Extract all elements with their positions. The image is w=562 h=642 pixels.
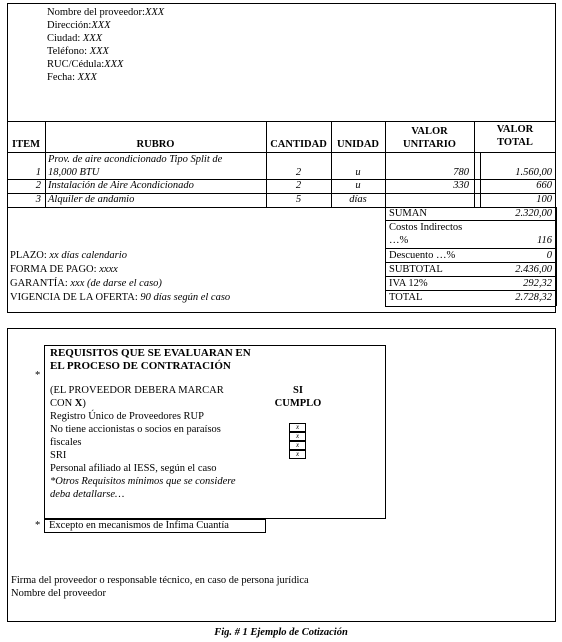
header-unidad: UNIDAD [337,139,379,150]
totals-iva-value: 292,32 [523,278,552,289]
header-valor-unitario-2: UNITARIO [403,139,456,150]
header-cantidad: CANTIDAD [270,139,327,150]
requirement-iess: Personal afiliado al IESS, según el caso [50,463,217,474]
requirement-sri: SRI [50,450,67,461]
requirement-rup: Registro Único de Proveedores RUP [50,411,204,422]
totals-subtotal-label: SUBTOTAL [389,264,443,275]
phone-line: Teléfono: XXX [47,46,109,57]
payment-line: FORMA DE PAGO: xxxx [10,264,118,275]
date-line: Fecha: XXX [47,72,97,83]
conditions [10,250,380,306]
requirements-title-2: EL PROCESO DE CONTRATACIÓN [50,360,231,372]
validity-line: VIGENCIA DE LA OFERTA: 90 días según el caso [10,292,231,303]
requirement-other-1: *Otros Requisitos mínimos que se considere [50,476,236,487]
requirements-title-1: REQUISITOS QUE SE EVALUARAN EN [50,347,251,359]
requirement-other-2: deba detallarse… [50,489,125,500]
requirement-tax-haven: No tiene accionistas o socios en paraísos [50,424,221,435]
warranty-line: GARANTÍA: xxx (de darse el caso) [10,278,162,289]
header-valor-total-2: TOTAL [497,137,533,148]
totals-total-value: 2.728,32 [515,292,552,303]
totals-suman-label: SUMAN [389,208,427,219]
totals-indirect-value: 116 [537,235,552,246]
asterisk-bottom: * [35,520,41,531]
checkbox-mark[interactable]: x [289,432,306,441]
totals-discount-value: 0 [546,250,552,261]
asterisk-top: * [35,370,41,381]
totals-iva-label: IVA 12% [389,278,428,289]
instruction-line-2: CON X) [50,398,86,409]
checkbox-mark[interactable]: x [289,441,306,450]
totals-suman-value: 2.320,00 [515,208,552,219]
header-valor-unitario-1: VALOR [411,126,448,137]
header-item: ITEM [11,139,40,150]
cumplo-label: CUMPLO [274,398,322,409]
provider-name-footer: Nombre del proveedor [11,588,107,599]
city-line: Ciudad: XXX [47,33,103,44]
plazo-line: PLAZO: xx días calendario [10,250,127,261]
checkbox-mark[interactable]: x [289,423,306,432]
totals-total-label: TOTAL [389,292,423,303]
header-rubro: RUBRO [136,139,175,150]
figure-caption: Fig. # 1 Ejemplo de Cotización [214,627,348,638]
ruc-line: RUC/Cédula:XXX [47,59,124,70]
requirement-tax-haven-2: fiscales [50,437,82,448]
totals-indirect-label-2: …% [389,235,409,246]
provider-name-line: Nombre del proveedor:XXX [47,7,165,18]
totals-subtotal-value: 2.436,00 [515,264,552,275]
checkbox-mark[interactable]: x [289,450,306,459]
provider-info [47,7,347,85]
address-line: Dirección:XXX [47,20,111,31]
instruction-line-1: (EL PROVEEDOR DEBERA MARCAR [50,385,224,396]
footnote-text: Excepto en mecanismos de Ínfima Cuantía [49,520,229,531]
totals-discount-label: Descuento …% [389,250,456,261]
header-valor-total-1: VALOR [496,124,534,135]
totals-indirect-label: Costos Indirectos [389,222,463,233]
signature-line: Firma del proveedor o responsable técnico, en caso de persona jurídica [11,575,309,586]
si-label: SI [293,385,303,396]
